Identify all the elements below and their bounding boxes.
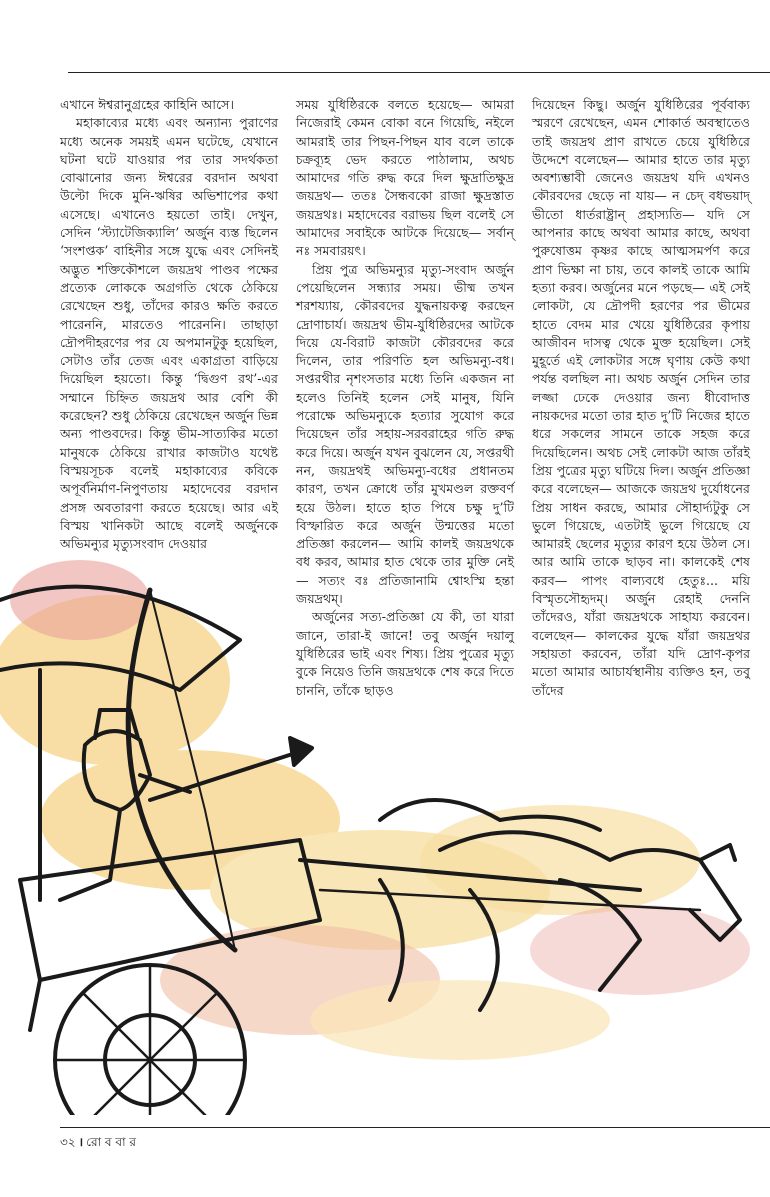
magazine-name: রো ব বা র <box>86 1135 137 1149</box>
paragraph: এখানে ঈশ্বরানুগ্রহের কাহিনি আসে। <box>60 97 235 112</box>
paragraph: দিয়েছেন কিছু। অর্জুন যুধিষ্ঠিরের পূর্ববাক্য স্মরণে রেখেছেন, এমন শোকার্ত অবস্থাতেও তাই জয়দ্রথ প্রাণ রাখতে চেয়ে যুধিষ্ঠিরে উদ্দেশে বলেছেন— আমার হাতে তার মৃত্যু অবশ্যম্ভাবী জেনেও জয়দ্রথ যদি এখনও কৌরবদের ছেড়ে না যায়— ন চেদ্ বধভয়াদ্ ভীতো ধার্তরাষ্ট্রান্ প্রহাস্যতি— যদি সে আপনার কাছে অথবা আমার কাছে, অথবা পুরুষোত্তম কৃষ্ণর কাছে আত্মসমর্পণ করে প্রাণ ভিক্ষা না চায়, তবে কালই তাকে আমি হত্যা করব। অর্জুনের মনে পড়ছে— এই সেই লোকটা, যে দ্রৌপদী হরণের পর ভীমের হাতে বেদম মার খেয়ে যুধিষ্ঠিরের কৃপায় আজীবন দাসত্ব থেকে মুক্ত হয়েছিল। সেই মুহূর্তে এই লোকটার সঙ্গে ঘৃণায় কেউ কথা পর্যন্ত বলছিল না। অথচ অর্জুন সেদিন তার লজ্জা ঢেকে দেওয়ার জন্য ধীবোদাত্ত নায়কদের মতো তার হাত দু’টি নিজের হাতে ধরে সকলের সামনে তাকে সহজ করে দিয়েছিলেন। অথচ সেই লোকটা আজ তাঁরই প্রিয় পুত্রের মৃত্যু ঘটিয়ে দিল। অর্জুন প্রতিজ্ঞা করে বলেছেন— আজকে জয়দ্রথ দুর্যোধনের প্রিয় সাধন করছে, আমার সৌহার্দ্যটুকু সে ভুলে গিয়েছে, এতটাই ভুলে গিয়েছে যে আমারই ছেলের মৃত্যুর কারণ হয়ে উঠল সে। আর আমি তাকে ছাড়ব না। কালকেই শেষ করব— পাপং বাল্যবধে হেতুঃ... ময়ি বিস্মৃতসৌহৃদম্। অর্জুন রেহাই দেননি তাঁদেরও, যাঁরা জয়দ্রথকে সাহায্য করবেন। বলেছেন— কালকের যুদ্ধে যাঁরা জয়দ্রথর সহায়তা করবেন, তাঁরা যদি দ্রোণ-কৃপর মতো আমার আচার্যস্থানীয় ব্যক্তিও হন, তবু তাঁদের <box>532 97 750 698</box>
top-rule <box>68 72 770 73</box>
paragraph: মহাকাব্যের মধ্যে এবং অন্যান্য পুরাণের মধ্যে অনেক সময়ই এমন ঘটেছে, যেখানে ঘটনা ঘটে যাওয়ার পর তার সদর্থকতা বোঝানোর জন্য ঈশ্বরের বরদান অথবা উল্টো দিকে মুনি-ঋষির অভিশাপের কথা এসেছে। এখানেও হয়তো তাই। দেখুন, সেদিন ‘স্ট্যাটেজিক্যালি’ অর্জুন ব্যস্ত ছিলেন ‘সংশপ্তক’ বাহিনীর সঙ্গে যুদ্ধে এবং সেদিনই অদ্ভুত শক্তিকৌশলে জয়দ্রথ পাণ্ডব পক্ষের প্রত্যেক লোককে অগ্রগতি থেকে ঠেকিয়ে রেখেছেন শুধু, তাঁদের কারও ক্ষতি করতে পারেননি, মারতেও পারেননি। তাছাড়া দ্রৌপদীহরণের পর যে অপমানটুকু হয়েছিল, সেটাও তাঁর তেজ এবং একাগ্রতা বাড়িয়ে দিয়েছিল হয়তো। কিন্তু ‘দ্বিগুণ রথ’-এর সম্মানে চিহ্নিত জয়দ্রথ আর বেশি কী করেছেন? শুধু ঠেকিয়ে রেখেছেন অর্জুন ভিন্ন অন্য পাণ্ডবদের। কিন্তু ভীম-সাত্যকির মতো মানুষকে ঠেকিয়ে রাখার কাজটাও যথেষ্ট বিস্ময়সূচক বলেই মহাকাব্যের কবিকে অপূর্বনির্মাণ-নিপুণতায় মহাদেবের বরদান প্রসঙ্গ অবতারণা করতে হয়েছে। আর এই বিস্ময় খানিকটা আছে বলেই অর্জুনকে অভিমন্যুর মৃত্যুসংবাদ দেওয়ার <box>60 115 278 552</box>
paragraph: সময় যুধিষ্ঠিরকে বলতে হয়েছে— আমরা নিজেরাই কেমন বোকা বনে গিয়েছি, নইলে আমরাই তার পিছন-পিছন যাব বলে তাকে চক্রব্যূহ ভেদ করতে পাঠালাম, অথচ আমাদের গতি রুদ্ধ করে দিল ক্ষুদ্রাতিক্ষুদ্র জয়দ্রথ— ততঃ সৈন্ধবকো রাজা ক্ষুদ্রস্তাত জয়দ্রথঃ। মহাদেবের বরাভয় ছিল বলেই সে আমাদের সবাইকে আটকে দিয়েছে— সর্বান্ নঃ সমবারয়ৎ। <box>296 97 514 259</box>
paint-splash <box>0 560 750 1060</box>
archer-chariot-illustration <box>0 560 770 1115</box>
footer-separator: । <box>78 1135 84 1149</box>
paragraph: প্রিয় পুত্র অভিমন্যুর মৃত্যু-সংবাদ অর্জুন পেয়েছিলেন সন্ধ্যার সময়। ভীষ্ম তখন শরশয্যায়, কৌরবদের যুদ্ধনায়কত্ব করছেন দ্রোণাচার্য। জয়দ্রথ ভীম-যুধিষ্ঠিরদের আটকে দিয়ে যে-বিরাট কাজটা কৌরবদের করে দিলেন, তার পরিণতি হল অভিমন্যু-বধ। সপ্তরথীর নৃশংসতার মধ্যে তিনি একজন না হলেও তিনিই হলেন সেই মানুষ, যিনি পরোক্ষে অভিমন্যুকে হত্যার সুযোগ করে দিয়েছেন তাঁর সহায়-সরবরাহের গতি রুদ্ধ করে দিয়ে। অর্জুন যখন বুঝলেন যে, সপ্তরথী নন, জয়দ্রথই অভিমন্যু-বধের প্রধানতম কারণ, তখন ক্রোধে তাঁর মুখমণ্ডল রক্তবর্ণ হয়ে উঠল। হাতে হাত পিষে চক্ষু দু’টি বিস্ফারিত করে অর্জুন উন্মত্তের মতো প্রতিজ্ঞা করলেন— আমি কালই জয়দ্রথকে বধ করব, আমার হাত থেকে তার মুক্তি নেই— সত্যং বঃ প্রতিজানামি শ্বোঽস্মি হন্তা জয়দ্রথম্। <box>296 261 514 607</box>
page-footer <box>60 1133 136 1154</box>
bottom-rule <box>60 1127 770 1128</box>
page-number: ৩২ <box>60 1135 76 1149</box>
paragraph: অর্জুনের সত্য-প্রতিজ্ঞা যে কী, তা যারা জানে, তারা-ই জানে! তবু অর্জুন দয়ালু যুধিষ্ঠিরের ভাই এবং শিষ্য। প্রিয় পুত্রের মৃত্যু বুকে নিয়েও তিনি জয়দ্রথকে শেষ করে দিতে চাননি, তাঁকে ছাড়ও <box>296 609 514 698</box>
